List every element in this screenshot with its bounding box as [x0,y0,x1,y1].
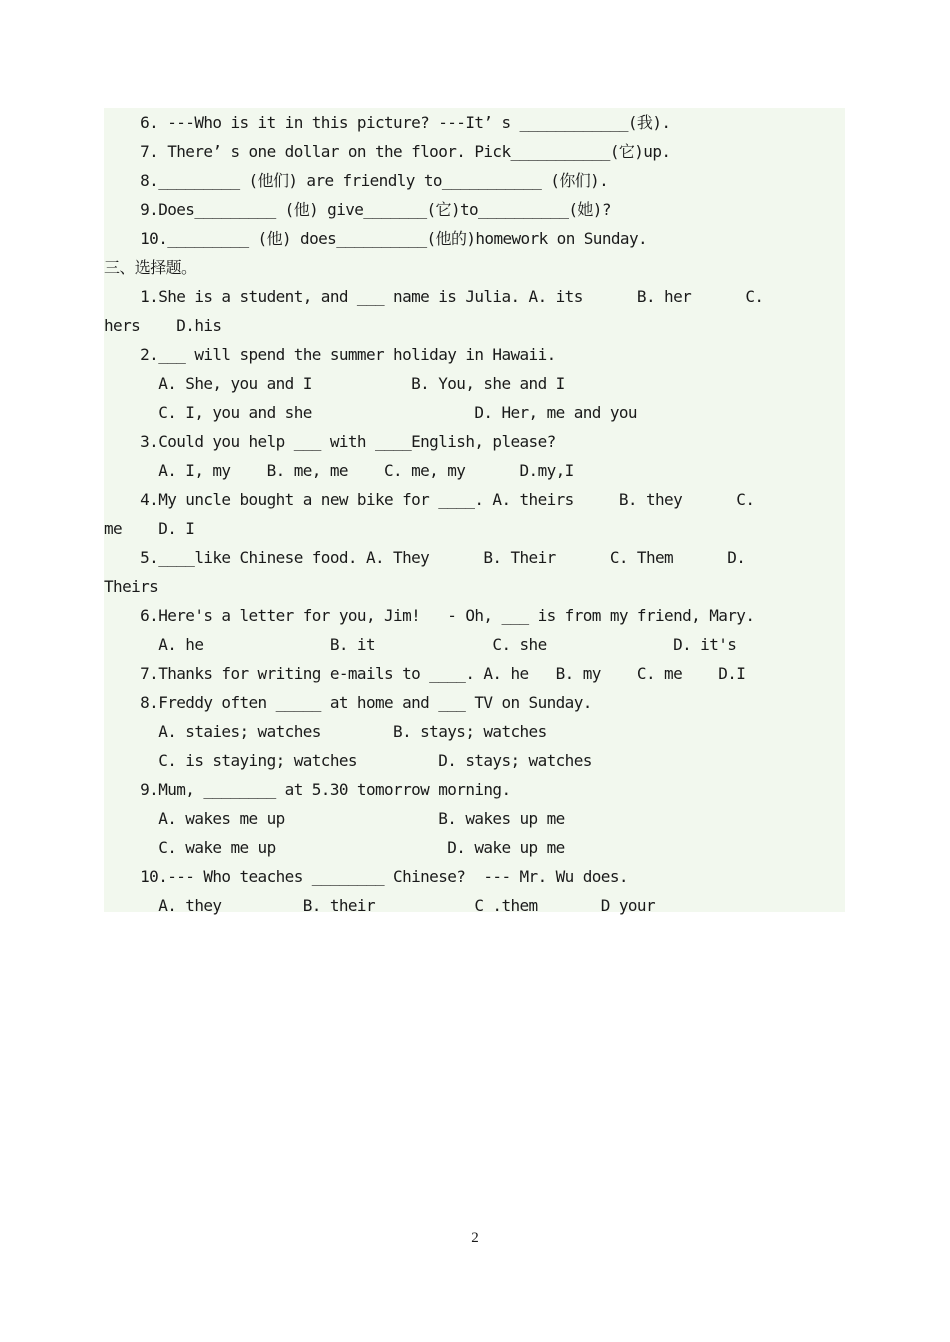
fill-blank-item-9: 9.Does_________ (他) give_______(它)to__________(她)? [104,200,611,219]
choice-item-1: 1.She is a student, and ___ name is Julia. A. its B. her C. [104,287,764,306]
choice-item-6: 6.Here's a letter for you, Jim! - Oh, ___ is from my friend, Mary. [104,606,755,625]
choice-item-2-options-cd: C. I, you and she D. Her, me and you [104,403,637,422]
choice-item-2-options-ab: A. She, you and I B. You, she and I [104,374,565,393]
choice-item-8-options-ab: A. staies; watches B. stays; watches [104,722,547,741]
choice-item-6-options: A. he B. it C. she D. it's [104,635,737,654]
choice-item-10-options: A. they B. their C .them D your [104,896,656,915]
choice-item-4-cont: me D. I [104,519,195,538]
section-heading: 三、选择题。 [104,258,197,277]
choice-item-5-cont: Theirs [104,577,159,596]
fill-blank-item-10: 10._________ (他) does__________(他的)homework on Sunday. [104,229,648,248]
fill-blank-item-8: 8._________ (他们) are friendly to___________ (你们). [104,171,609,190]
choice-item-9-options-ab: A. wakes me up B. wakes up me [104,809,565,828]
choice-item-8: 8.Freddy often _____ at home and ___ TV on Sunday. [104,693,592,712]
choice-item-9-options-cd: C. wake me up D. wake up me [104,838,565,857]
choice-item-4: 4.My uncle bought a new bike for ____. A. theirs B. they C. [104,490,755,509]
choice-item-10: 10.--- Who teaches ________ Chinese? --- Mr. Wu does. [104,867,628,886]
choice-item-7: 7.Thanks for writing e-mails to ____. A. he B. my C. me D.I [104,664,746,683]
exercise-content [104,108,845,915]
choice-item-1-cont: hers D.his [104,316,222,335]
choice-item-8-options-cd: C. is staying; watches D. stays; watches [104,751,592,770]
page-number: 2 [471,1230,479,1246]
choice-item-9: 9.Mum, ________ at 5.30 tomorrow morning. [104,780,511,799]
choice-item-5: 5.____like Chinese food. A. They B. Their C. Them D. [104,548,746,567]
choice-item-3: 3.Could you help ___ with ____English, please? [104,432,556,451]
choice-item-3-options: A. I, my B. me, me C. me, my D.my,I [104,461,574,480]
choice-item-2: 2.___ will spend the summer holiday in Hawaii. [104,345,556,364]
fill-blank-item-6: 6. ---Who is it in this picture? ---It’ s ____________(我). [104,113,671,132]
fill-blank-item-7: 7. There’ s one dollar on the floor. Pick___________(它)up. [104,142,671,161]
